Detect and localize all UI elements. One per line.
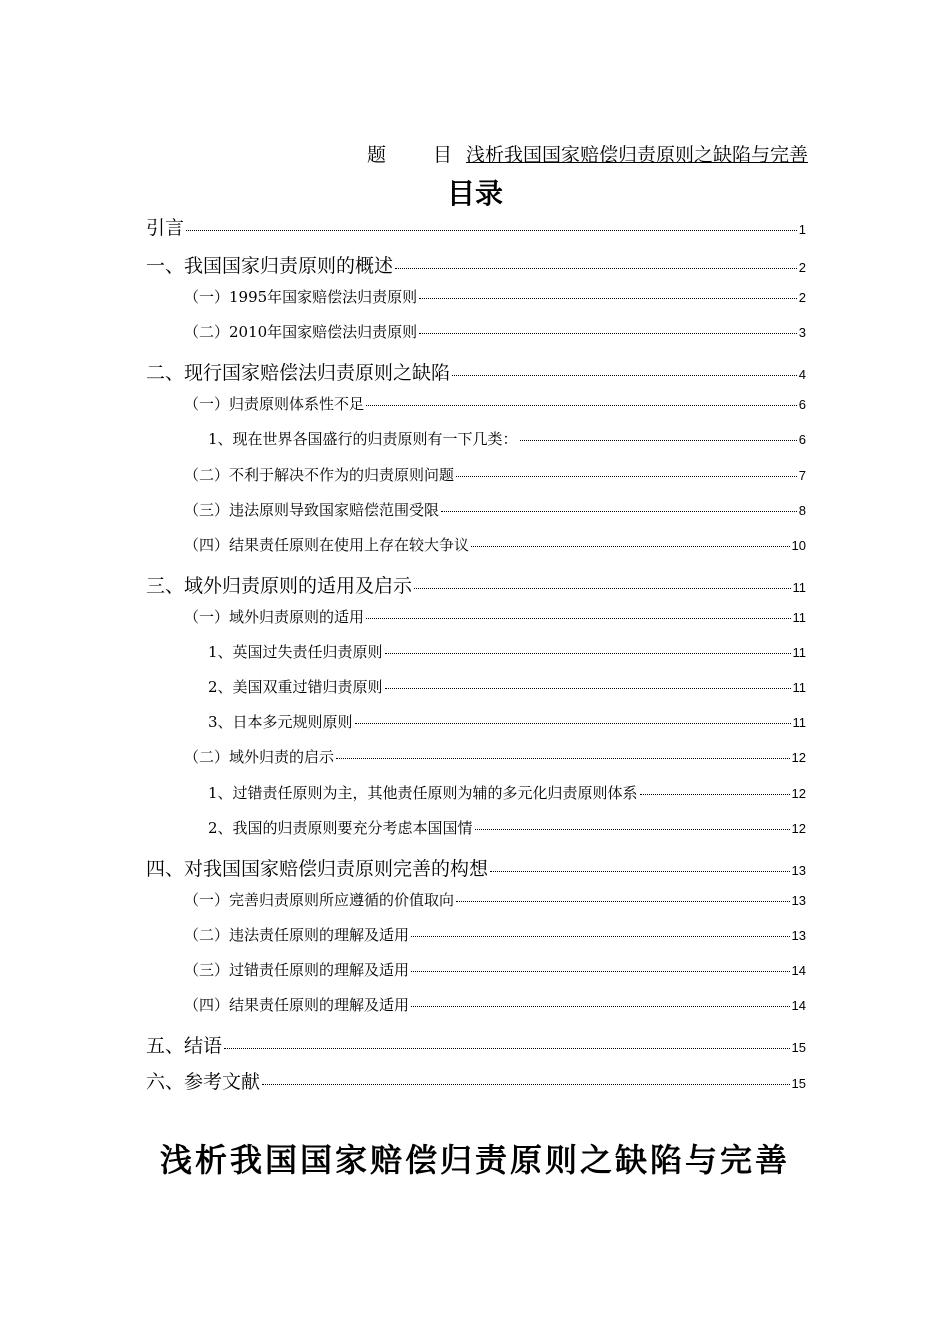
toc-page-number: 2: [798, 260, 806, 275]
toc-entry[interactable]: [146, 854, 806, 881]
toc-entry-text: （四）结果责任原则在使用上存在较大争议: [184, 536, 470, 554]
toc-entry[interactable]: [184, 746, 806, 767]
toc-entry[interactable]: [146, 1067, 806, 1094]
toc-leader-dots: [520, 440, 797, 441]
toc-entry-text: （一）归责原则体系性不足: [184, 395, 365, 413]
toc-entry-text: 一、我国国家归责原则的概述: [146, 255, 394, 277]
toc-page-number: 15: [791, 1040, 806, 1055]
toc-leader-dots: [414, 588, 790, 589]
toc-leader-dots: [419, 298, 797, 299]
toc-entry[interactable]: [146, 213, 806, 240]
toc-page-number: 7: [798, 468, 806, 483]
toc-leader-dots: [640, 794, 790, 795]
toc-leader-dots: [355, 723, 791, 724]
toc-entry[interactable]: [184, 286, 806, 307]
toc-entry[interactable]: [184, 994, 806, 1015]
toc-leader-dots: [224, 1048, 790, 1049]
title-label: 题 目: [366, 144, 466, 166]
toc-entry-text: （一）完善归责原则所应遵循的价值取向: [184, 891, 455, 909]
toc-page-number: 11: [792, 610, 806, 625]
toc-entry[interactable]: [208, 428, 806, 449]
toc-entry-text: 2、美国双重过错归责原则: [208, 678, 383, 696]
toc-page-number: 11: [792, 580, 806, 595]
toc-leader-dots: [419, 333, 797, 334]
toc-entry[interactable]: [184, 924, 806, 945]
main-title: 浅析我国国家赔偿归责原则之缺陷与完善: [159, 1141, 790, 1179]
toc-entry[interactable]: [184, 499, 806, 520]
toc-page-number: 12: [791, 786, 806, 801]
toc-page-number: 14: [791, 963, 806, 978]
toc-entry[interactable]: [146, 251, 806, 278]
toc-page-number: 10: [791, 538, 806, 553]
toc-entry-text: 1、现在世界各国盛行的归责原则有一下几类：: [208, 430, 518, 448]
toc-entry-text: 三、域外归责原则的适用及启示: [146, 575, 413, 597]
thesis-title-line: [367, 140, 808, 167]
toc-leader-dots: [395, 268, 797, 269]
toc-leader-dots: [366, 405, 797, 406]
toc-leader-dots: [366, 618, 790, 619]
toc-entry[interactable]: [208, 641, 806, 662]
toc-page-number: 8: [798, 503, 806, 518]
toc-leader-dots: [475, 829, 790, 830]
toc-leader-dots: [411, 971, 790, 972]
toc-entry[interactable]: [184, 534, 806, 555]
toc-leader-dots: [385, 688, 791, 689]
toc-entry[interactable]: [184, 606, 806, 627]
toc-entry[interactable]: [208, 711, 806, 732]
toc-entry[interactable]: [146, 358, 806, 385]
toc-page-number: 11: [792, 645, 806, 660]
toc-page-number: 13: [791, 863, 806, 878]
toc-page-number: 12: [791, 821, 806, 836]
toc-entry[interactable]: [184, 889, 806, 910]
toc-entry-text: 3、日本多元规则原则: [208, 713, 353, 731]
toc-entry-text: （四）结果责任原则的理解及适用: [184, 996, 410, 1014]
toc-leader-dots: [411, 1006, 790, 1007]
toc-entry-text: 引言: [146, 217, 185, 239]
toc-entry-text: 1、英国过失责任归责原则: [208, 643, 383, 661]
toc-entry[interactable]: [184, 959, 806, 980]
toc-entry-text: 四、对我国国家赔偿归责原则完善的构想: [146, 858, 489, 880]
toc-entry-text: （二）不利于解决不作为的归责原则问题: [184, 466, 455, 484]
toc-page-number: 13: [791, 928, 806, 943]
toc-page-number: 12: [791, 750, 806, 765]
toc-leader-dots: [385, 653, 791, 654]
toc-leader-dots: [452, 375, 797, 376]
toc-page-number: 11: [792, 715, 806, 730]
toc-entry-text: （二）2010年国家赔偿法归责原则: [184, 323, 418, 341]
toc-entry-text: 六、参考文献: [146, 1071, 261, 1093]
toc-leader-dots: [262, 1084, 790, 1085]
toc-entry[interactable]: [208, 782, 806, 803]
toc-leader-dots: [441, 511, 797, 512]
toc-page-number: 13: [791, 893, 806, 908]
toc-entry-text: 2、我国的归责原则要充分考虑本国国情: [208, 819, 473, 837]
toc-entry[interactable]: [184, 393, 806, 414]
toc-page-number: 1: [798, 222, 806, 237]
toc-leader-dots: [490, 871, 790, 872]
toc-entry[interactable]: [208, 676, 806, 697]
toc-entry[interactable]: [184, 321, 806, 342]
toc-page-number: 6: [798, 397, 806, 412]
toc-entry[interactable]: [146, 1031, 806, 1058]
toc-entry[interactable]: [208, 817, 806, 838]
toc-entry-text: （二）域外归责的启示: [184, 748, 335, 766]
toc-leader-dots: [186, 230, 797, 231]
toc-leader-dots: [456, 476, 797, 477]
toc-entry[interactable]: [184, 464, 806, 485]
toc-leader-dots: [471, 546, 790, 547]
toc-page-number: 3: [798, 325, 806, 340]
toc-entry-text: （三）违法原则导致国家赔偿范围受限: [184, 501, 440, 519]
toc-entry-text: （三）过错责任原则的理解及适用: [184, 961, 410, 979]
toc-entry-text: 1、过错责任原则为主，其他责任原则为辅的多元化归责原则体系: [208, 784, 638, 802]
toc-leader-dots: [411, 936, 790, 937]
toc-entry-text: 二、现行国家赔偿法归责原则之缺陷: [146, 362, 451, 384]
toc-page-number: 15: [791, 1076, 806, 1091]
toc-leader-dots: [456, 901, 790, 902]
toc-page-number: 11: [792, 680, 806, 695]
toc-entry-text: （一）域外归责原则的适用: [184, 608, 365, 626]
thesis-title: 浅析我国国家赔偿归责原则之缺陷与完善: [465, 144, 808, 166]
toc-entry-text: （二）违法责任原则的理解及适用: [184, 926, 410, 944]
toc-page-number: 14: [791, 998, 806, 1013]
toc-page-number: 2: [798, 290, 806, 305]
toc-entry-text: 五、结语: [146, 1035, 223, 1057]
toc-leader-dots: [336, 758, 790, 759]
toc-page-number: 4: [798, 367, 806, 382]
toc-entry-text: （一）1995年国家赔偿法归责原则: [184, 288, 418, 306]
toc-page-number: 6: [798, 432, 806, 447]
toc-entry[interactable]: [146, 571, 806, 598]
toc-heading: 目录: [446, 177, 503, 210]
